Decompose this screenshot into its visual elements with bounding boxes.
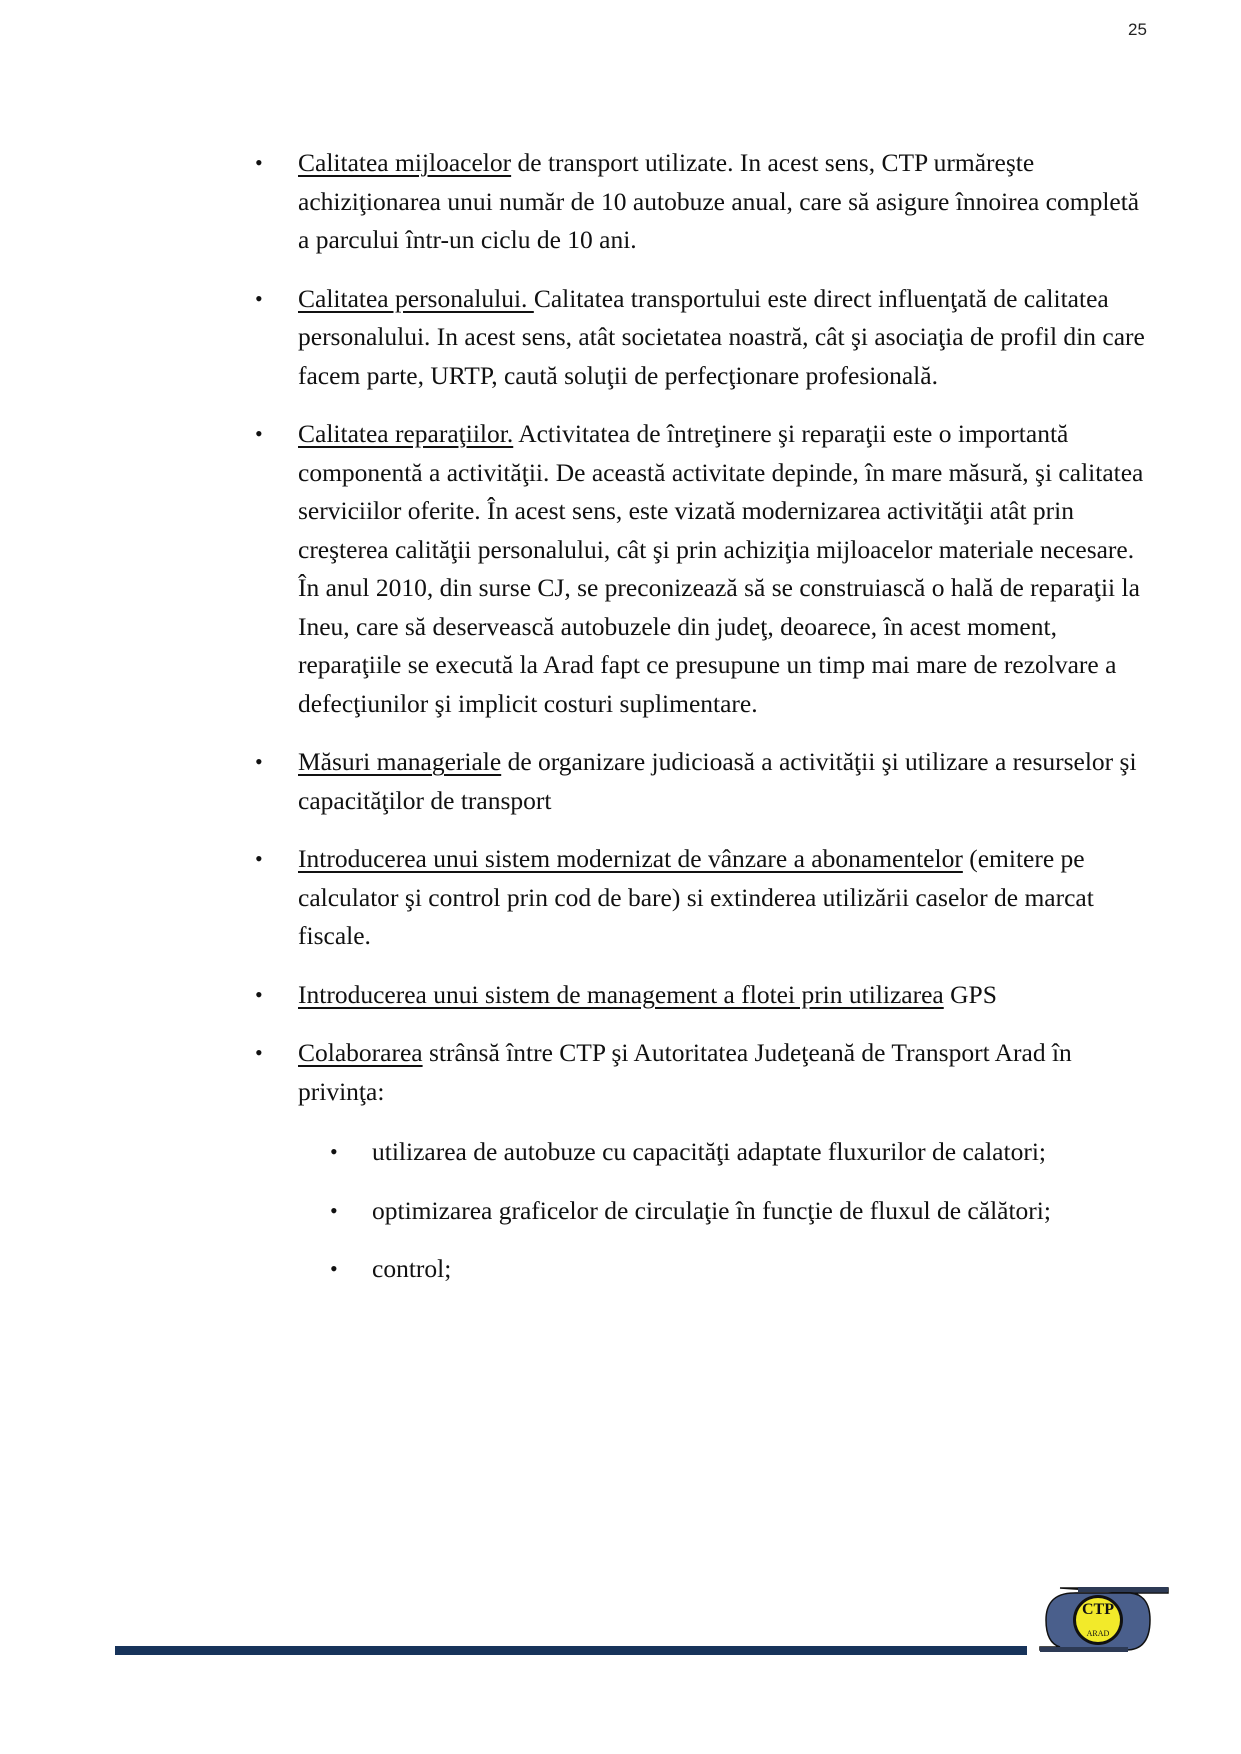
bullet-icon: • <box>255 421 263 446</box>
sub-bullet-list <box>330 1133 1155 1289</box>
list-item <box>255 415 1155 723</box>
item-text: de transport utilizate. In acest sens, CTP urmăreşte achiziţionarea unui număr de 10 autobuze anual, care să asigure înnoirea completă a parcului într-un ciclu de 10 ani. <box>298 148 1140 254</box>
item-text: Calitatea transportului este direct influenţată de calitatea personalului. In acest sens, atât societatea noastră, cât şi asociaţia de profil din care facem parte, URTP, caută soluţii de perfecţionare profesională. <box>298 283 1145 390</box>
bullet-icon: • <box>330 1139 338 1164</box>
logo-text-top: CTP <box>1082 1601 1114 1618</box>
bullet-icon: • <box>255 749 263 774</box>
list-item <box>255 840 1155 956</box>
page-number: 25 <box>1128 20 1147 39</box>
sub-list-item <box>330 1133 1155 1172</box>
item-heading: Calitatea personalului. <box>298 283 534 313</box>
item-heading: Calitatea reparaţiilor. <box>298 419 514 448</box>
sub-item-text: utilizarea de autobuze cu capacităţi adaptate fluxurilor de calatori; <box>372 1137 1046 1166</box>
list-item <box>255 1034 1155 1289</box>
item-heading: Măsuri manageriale <box>298 747 502 776</box>
ctp-arad-logo-icon <box>1030 1584 1170 1656</box>
logo-text-bottom: ARAD <box>1086 1629 1110 1638</box>
sub-list-item <box>330 1192 1155 1231</box>
item-text: de organizare judicioasă a activităţii şi utilizare a resurselor şi capacităţilor de transport <box>298 747 1137 815</box>
item-text: GPS <box>943 979 997 1009</box>
item-heading: Colaborarea <box>298 1038 423 1067</box>
item-heading: Introducerea unui sistem modernizat de vânzare a abonamentelor <box>298 844 963 873</box>
bullet-icon: • <box>255 1040 263 1065</box>
list-item <box>255 743 1155 820</box>
bullet-icon: • <box>330 1256 338 1281</box>
bullet-icon: • <box>255 285 263 311</box>
item-text: strânsă între CTP şi Autoritatea Judeţeană de Transport Arad în privinţa: <box>298 1038 1072 1106</box>
footer-rule <box>115 1646 1027 1655</box>
main-bullet-list <box>255 144 1155 1289</box>
sub-item-text: optimizarea graficelor de circulaţie în funcţie de fluxul de călători; <box>372 1195 1051 1225</box>
bullet-icon: • <box>255 981 263 1007</box>
item-heading: Calitatea mijloacelor <box>298 148 512 177</box>
bullet-icon: • <box>330 1197 338 1223</box>
document-body <box>255 144 1155 1309</box>
sub-list-item <box>330 1250 1155 1289</box>
item-text: (emitere pe calculator şi control prin cod de bare) si extinderea utilizării caselor de marcat fiscale. <box>298 844 1094 950</box>
bullet-icon: • <box>255 150 263 175</box>
bullet-icon: • <box>255 846 263 871</box>
item-heading: Introducerea unui sistem de management a flotei prin utilizarea <box>298 979 944 1009</box>
list-item <box>255 280 1155 396</box>
sub-item-text: control; <box>372 1254 452 1283</box>
list-item <box>255 976 1155 1015</box>
list-item <box>255 144 1155 260</box>
item-text: Activitatea de întreţinere şi reparaţii este o importantă componentă a activităţii. De această activitate depinde, în mare măsură, şi calitatea serviciilor oferite. În acest sens, este vizată modernizarea activităţii atât prin creşterea calităţii personalului, cât şi prin achiziţia mijloacelor materiale necesare. În anul 2010, din surse CJ, se preconizează să se construiască o hală de reparaţii la Ineu, care să deservească autobuzele din judeţ, deoarece, în acest moment, reparaţiile se execută la Arad fapt ce presupune un timp mai mare de rezolvare a defecţiunilor şi implicit costuri suplimentare. <box>298 419 1144 718</box>
